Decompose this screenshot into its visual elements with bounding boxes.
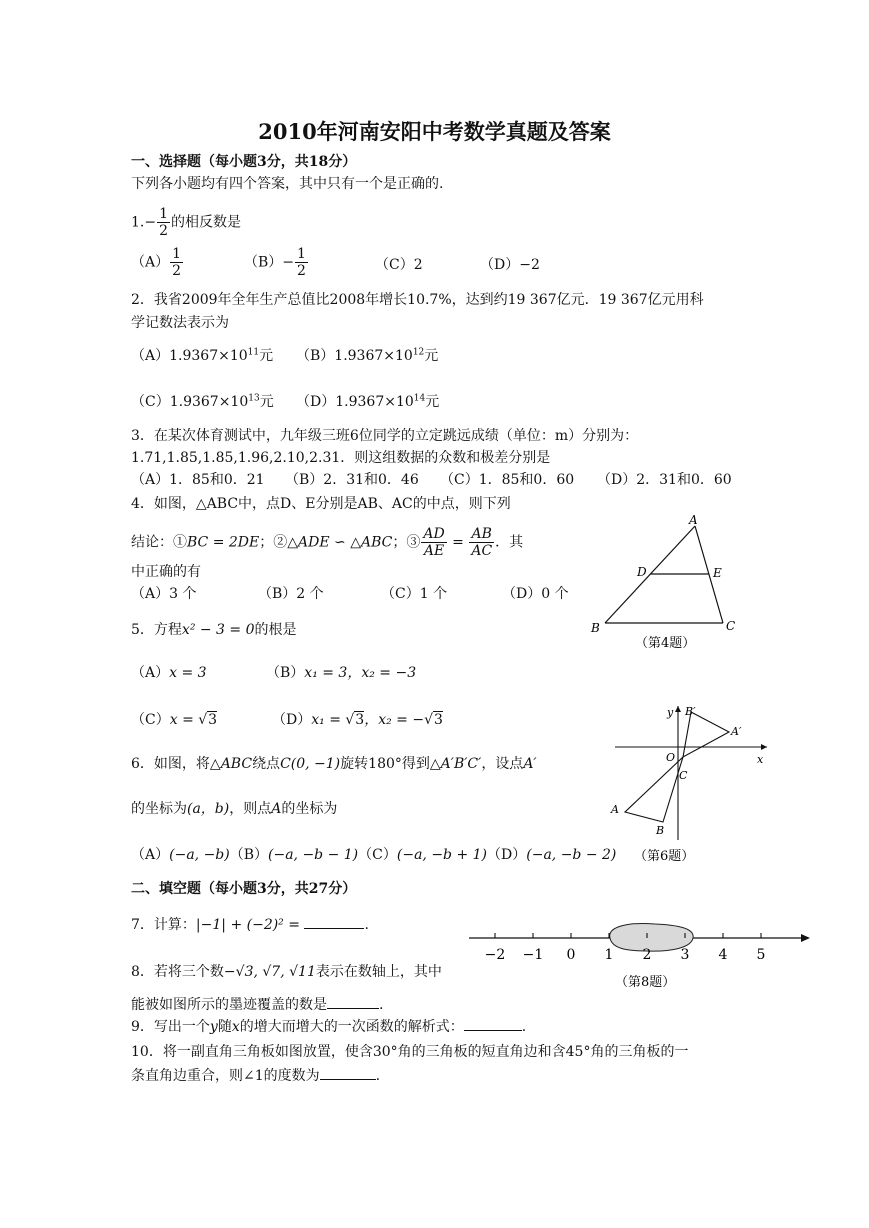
q3-line2: 1.71,1.85,1.85,1.96,2.10,2.31．则这组数据的众数和极差分别是	[131, 450, 551, 466]
q2-line1: 2．我省2009年全年生产总值比2008年增长10.7%，达到约19 367亿元．19 367亿元用科	[131, 292, 704, 308]
q7-answer-blank	[304, 914, 364, 929]
q5-stem: 5．方程x² − 3 = 0的根是	[131, 622, 297, 638]
q2-option-d: $(D)1.9367\times 10^{14}$元	[296, 393, 440, 410]
q6-option-c: （C）(−a, −b + 1)	[358, 847, 488, 863]
question-1: 1.− $\frac{1}{2}$ 的相反数是	[131, 206, 242, 239]
label-b: B	[591, 621, 600, 635]
q5-option-a: （A）x = 3	[131, 665, 207, 681]
tick-label: −1	[522, 947, 544, 963]
label-a-prime: A′	[731, 725, 742, 738]
q6-options	[131, 845, 616, 865]
q3-line1: 3．在某次体育测试中，九年级三班6位同学的立定跳远成绩（单位：m）分别为：	[131, 428, 639, 444]
label-c: C	[726, 619, 736, 633]
q3-option-a: （A）1．85和0．21	[131, 472, 265, 488]
q3-option-b: （B）2．31和0．46	[285, 472, 419, 488]
q6-option-a: （A）(−a, −b)	[131, 847, 230, 863]
tick-label: 0	[566, 947, 576, 963]
q8-answer-blank	[327, 994, 379, 1009]
label-y: y	[667, 706, 674, 719]
triangle-abc	[625, 757, 683, 822]
q3-option-d: （D）2．31和0．60	[597, 472, 732, 488]
q4-option-d: （D）0 个	[502, 586, 569, 602]
label-o: O	[666, 751, 676, 764]
q5-option-c: （C）x = √3	[131, 712, 218, 728]
q1-option-a: （A） $\frac{1}{2}$	[131, 246, 182, 279]
page-title: 2010年河南安阳中考数学真题及答案	[258, 119, 611, 144]
question-9: 9．写出一个y随x的增大而增大的一次函数的解析式： .	[131, 1016, 526, 1037]
section1-intro: 下列各小题均有四个答案，其中只有一个是正确的.	[131, 176, 444, 192]
label-b: B	[656, 824, 665, 837]
label-a: A	[611, 803, 619, 816]
q4-conclusions: 结论：①BC = 2DE；②△ADE ∽ △ABC；③ $\frac{AD}{AE}$ = $\frac{AB}{AC}$ ．其	[131, 526, 524, 559]
q6-option-d: （D）(−a, −b − 2)	[487, 847, 617, 863]
label-e: E	[713, 566, 722, 580]
q2-line2: 学记数法表示为	[131, 315, 229, 331]
q1-option-d: （D）−2	[480, 257, 540, 273]
q10-line1: 10．将一副直角三角板如图放置，使含30°角的三角板的短直角边和含45°角的三角板的一	[131, 1044, 689, 1060]
q6-line2: 的坐标为(a，b)，则点A的坐标为	[131, 801, 338, 817]
q8-line1: 8．若将三个数−√3, √7, √11表示在数轴上，其中	[131, 964, 442, 980]
q6-option-b: （B）(−a, −b − 1)	[229, 847, 359, 863]
figure-4-triangle	[585, 510, 745, 655]
question-7: 7．计算：|−1| + (−2)² = .	[131, 914, 369, 935]
tick-label: 3	[680, 947, 690, 963]
q9-answer-blank	[464, 1016, 522, 1031]
q2-option-b: $(B)1.9367\times 10^{12}$元	[296, 347, 439, 364]
q3-option-c: （C）1．85和0．60	[440, 472, 575, 488]
q2-option-a: $(A)1.9367\times 10^{11}$元	[131, 347, 274, 364]
figure-4-caption: （第4题）	[635, 636, 696, 651]
figure-6-caption: （第6题）	[634, 849, 695, 864]
label-b-prime: B′	[685, 705, 696, 718]
section2-heading: 二、填空题（每小题3分，共27分）	[131, 881, 357, 897]
q1-fraction: $\frac{1}{2}$	[159, 206, 169, 239]
q8-line2: 能被如图所示的墨迹覆盖的数是 .	[131, 994, 383, 1015]
triangle-apbpcp	[683, 712, 729, 757]
label-c: C	[679, 769, 688, 782]
q2-option-c: $(C)1.9367\times 10^{13}$元	[131, 393, 274, 410]
figure-6-rotation	[605, 700, 775, 868]
label-d: D	[637, 565, 647, 579]
q5-option-b: （B）x₁ = 3，x₂ = −3	[266, 665, 417, 681]
q4-line1: 4．如图，△ABC中，点D、E分别是AB、AC的中点，则下列	[131, 496, 511, 512]
tick-label: 5	[756, 947, 766, 963]
label-x: x	[757, 753, 764, 766]
q6-line1: 6．如图，将△ABC绕点C(0, −1)旋转180°得到△A′B′C′，设点A′	[131, 756, 537, 772]
tick-label: −2	[484, 947, 506, 963]
q10-line2: 条直角边重合，则∠1的度数为 .	[131, 1065, 380, 1086]
tick-label: 1	[604, 947, 614, 963]
q1-prefix: 1.	[131, 214, 145, 231]
q1-suffix: 的相反数是	[171, 214, 242, 231]
q10-answer-blank	[320, 1065, 376, 1080]
figure-8-number-line	[465, 918, 810, 993]
tick-label: 2	[642, 947, 652, 963]
section1-heading: 一、选择题（每小题3分，共18分）	[131, 154, 357, 170]
q4-line3: 中正确的有	[131, 564, 201, 580]
q4-option-b: （B）2 个	[258, 586, 324, 602]
q1-option-c: （C）2	[375, 257, 423, 273]
label-a: A	[689, 513, 698, 527]
q5-option-d: （D）x₁ = √3，x₂ = −√3	[272, 712, 443, 728]
q4-option-a: （A）3 个	[131, 586, 197, 602]
tick-label: 4	[718, 947, 728, 963]
figure-8-caption: （第8题）	[615, 975, 676, 990]
q1-option-b: （B）− $\frac{1}{2}$	[244, 246, 306, 279]
q4-option-c: （C）1 个	[381, 586, 448, 602]
